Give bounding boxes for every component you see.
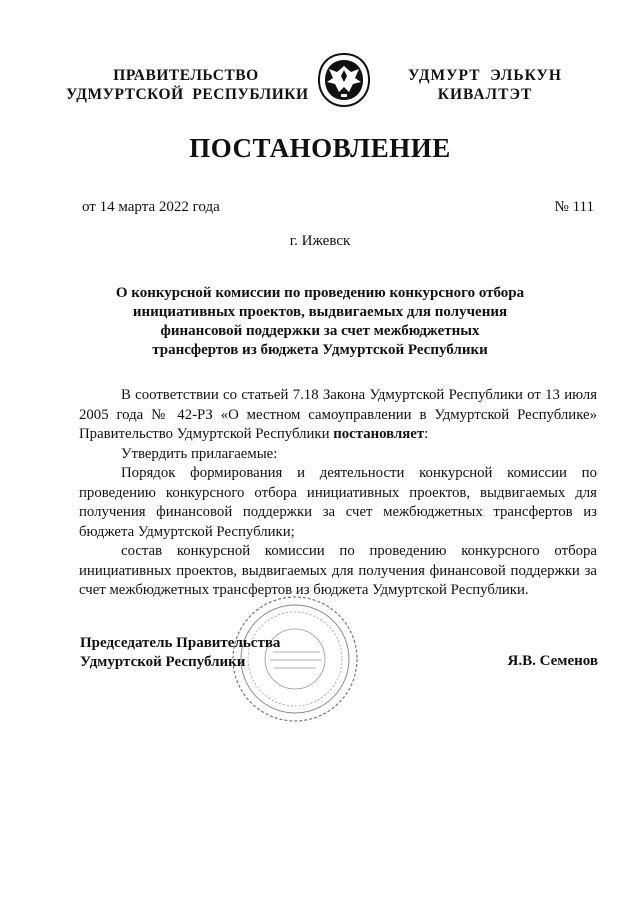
body-paragraph-3: Порядок формирования и деятельности конкурсной комиссии по проведению конкурсного отбора инициативных проектов, выдвигаемых для получения финансовой поддержки за счет межбюджетных трансфертов из бюджета Удмуртской Республики;: [79, 465, 597, 540]
body-paragraph-4: состав конкурсной комиссии по проведению конкурсного отбора инициативных проектов, выдвигаемых для получения финансовой поддержки за счет межбюджетных трансфертов из бюджета Удмуртской Республики.: [79, 543, 597, 598]
title-line: О конкурсной комиссии по проведению конкурсного отбора: [115, 285, 525, 301]
signature-position: [80, 634, 280, 672]
signature-name: Я.В. Семенов: [507, 653, 598, 669]
body-p1-tail: :: [424, 426, 429, 442]
document-body: [79, 386, 597, 601]
document-number: № 111: [554, 199, 594, 215]
coat-of-arms-icon: [315, 52, 373, 108]
document-date: от 14 марта 2022 года: [82, 199, 220, 215]
header-left-line1: ПРАВИТЕЛЬСТВО: [113, 67, 259, 84]
title-line: финансовой поддержки за счет межбюджетных: [160, 323, 480, 339]
header-udmurt-name: [400, 66, 570, 104]
body-paragraph-1: [79, 386, 597, 445]
document-title: [100, 284, 540, 360]
header-left-line2: УДМУРТСКОЙ РЕСПУБЛИКИ: [66, 86, 309, 103]
signature-position-line2: Удмуртской Республики: [80, 654, 246, 670]
document-city: г. Ижевск: [289, 233, 351, 249]
title-line: трансфертов из бюджета Удмуртской Республики: [152, 342, 488, 358]
header-russian-name: [66, 66, 309, 104]
header-right-line1: УДМУРТ ЭЛЬКУН: [408, 67, 562, 84]
body-p1-text: В соответствии со статьей 7.18 Закона Удмуртской Республики от 13 июля 2005 года № 42-РЗ «О местном самоуправлении в Удмуртской Республике» Правительство Удмуртской Республики: [79, 387, 597, 442]
header-right-line2: КИВАЛТЭТ: [437, 86, 533, 103]
body-paragraph-2: Утвердить прилагаемые:: [121, 445, 278, 462]
body-p1-bold: постановляет: [333, 426, 425, 442]
document-type: ПОСТАНОВЛЕНИЕ: [189, 133, 451, 163]
signature-position-line1: Председатель Правительства: [80, 635, 281, 651]
title-line: инициативных проектов, выдвигаемых для получения: [132, 304, 508, 320]
